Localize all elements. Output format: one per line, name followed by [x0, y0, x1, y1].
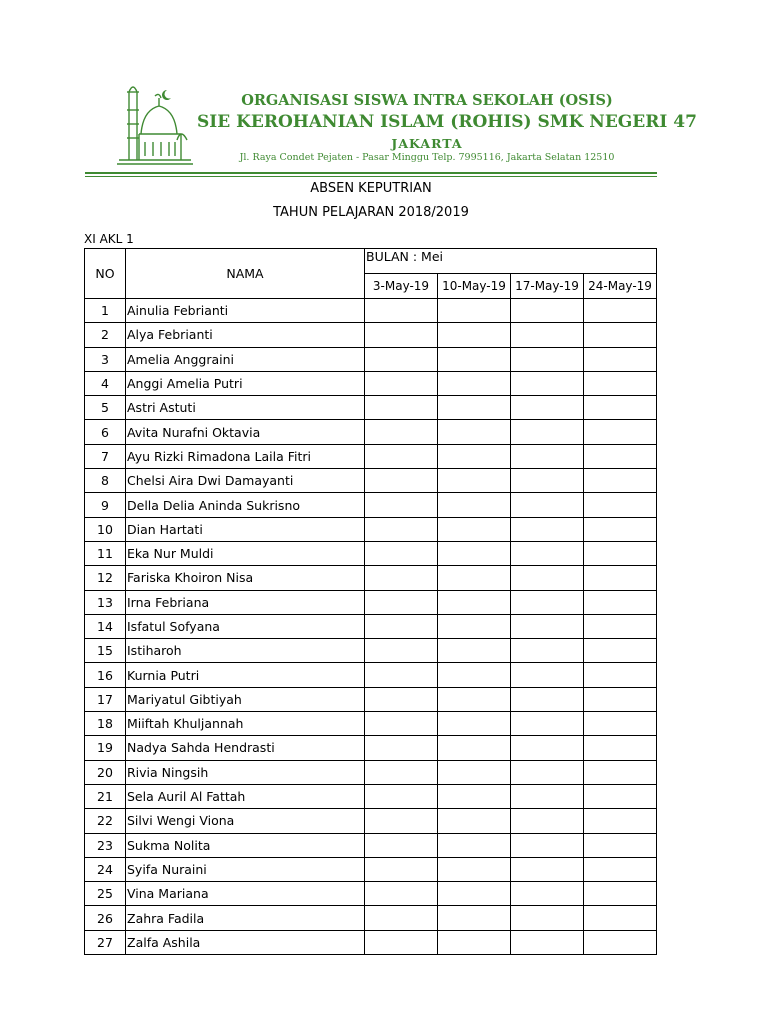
table-row [85, 882, 657, 906]
attendance-cell[interactable] [584, 930, 657, 954]
attendance-cell[interactable] [365, 712, 438, 736]
row-number: 17 [85, 687, 126, 711]
attendance-cell[interactable] [584, 444, 657, 468]
row-number: 4 [85, 371, 126, 395]
attendance-cell[interactable] [584, 323, 657, 347]
attendance-cell[interactable] [511, 566, 584, 590]
attendance-rows [85, 299, 657, 955]
attendance-cell[interactable] [511, 784, 584, 808]
table-row [85, 371, 657, 395]
student-name: Sela Auril Al Fattah [126, 784, 365, 808]
student-name: Astri Astuti [126, 396, 365, 420]
table-row [85, 517, 657, 541]
student-name: Zalfa Ashila [126, 930, 365, 954]
attendance-cell[interactable] [584, 882, 657, 906]
table-row [85, 809, 657, 833]
attendance-cell[interactable] [365, 639, 438, 663]
attendance-cell[interactable] [584, 299, 657, 323]
attendance-cell[interactable] [584, 857, 657, 881]
attendance-cell[interactable] [438, 906, 511, 930]
attendance-cell[interactable] [584, 639, 657, 663]
attendance-cell[interactable] [584, 809, 657, 833]
header-month: BULAN : Mei [365, 249, 657, 274]
attendance-cell[interactable] [584, 712, 657, 736]
attendance-cell[interactable] [511, 371, 584, 395]
letterhead-rule-thin [85, 176, 657, 177]
attendance-cell[interactable] [365, 299, 438, 323]
attendance-cell[interactable] [511, 590, 584, 614]
attendance-cell[interactable] [438, 420, 511, 444]
attendance-cell[interactable] [511, 857, 584, 881]
row-number: 6 [85, 420, 126, 444]
attendance-cell[interactable] [438, 833, 511, 857]
table-row [85, 493, 657, 517]
org-address: Jl. Raya Condet Pejaten - Pasar Minggu Telp. 7995116, Jakarta Selatan 12510 [239, 152, 615, 163]
attendance-cell[interactable] [584, 347, 657, 371]
attendance-cell[interactable] [365, 614, 438, 638]
document-title: ABSEN KEPUTRIAN [310, 181, 432, 196]
attendance-cell[interactable] [438, 396, 511, 420]
attendance-cell[interactable] [438, 809, 511, 833]
student-name: Fariska Khoiron Nisa [126, 566, 365, 590]
table-row [85, 833, 657, 857]
table-row [85, 614, 657, 638]
attendance-cell[interactable] [365, 809, 438, 833]
table-row [85, 857, 657, 881]
attendance-cell[interactable] [365, 444, 438, 468]
attendance-cell[interactable] [365, 396, 438, 420]
student-name: Sukma Nolita [126, 833, 365, 857]
attendance-cell[interactable] [365, 930, 438, 954]
attendance-cell[interactable] [511, 420, 584, 444]
row-number: 7 [85, 444, 126, 468]
student-name: Vina Mariana [126, 882, 365, 906]
student-name: Avita Nurafni Oktavia [126, 420, 365, 444]
student-name: Isfatul Sofyana [126, 614, 365, 638]
attendance-cell[interactable] [511, 517, 584, 541]
student-name: Miiftah Khuljannah [126, 712, 365, 736]
org-city: JAKARTA [391, 136, 463, 151]
attendance-cell[interactable] [365, 420, 438, 444]
attendance-cell[interactable] [511, 493, 584, 517]
table-row [85, 396, 657, 420]
attendance-cell[interactable] [365, 833, 438, 857]
attendance-cell[interactable] [438, 469, 511, 493]
row-number: 22 [85, 809, 126, 833]
letterhead [85, 78, 697, 180]
table-row [85, 541, 657, 565]
document-subtitle: TAHUN PELAJARAN 2018/2019 [273, 205, 469, 220]
row-number: 15 [85, 639, 126, 663]
student-name: Rivia Ningsih [126, 760, 365, 784]
attendance-cell[interactable] [511, 736, 584, 760]
attendance-cell[interactable] [438, 371, 511, 395]
row-number: 12 [85, 566, 126, 590]
table-row [85, 712, 657, 736]
mosque-logo [115, 80, 193, 172]
attendance-cell[interactable] [511, 299, 584, 323]
row-number: 11 [85, 541, 126, 565]
student-name: Alya Febrianti [126, 323, 365, 347]
student-name: Zahra Fadila [126, 906, 365, 930]
row-number: 27 [85, 930, 126, 954]
row-number: 19 [85, 736, 126, 760]
attendance-cell[interactable] [365, 784, 438, 808]
header-no: NO [85, 249, 126, 299]
attendance-cell[interactable] [438, 299, 511, 323]
table-row [85, 906, 657, 930]
attendance-cell[interactable] [438, 760, 511, 784]
attendance-cell[interactable] [365, 469, 438, 493]
student-name: Istiharoh [126, 639, 365, 663]
attendance-cell[interactable] [438, 614, 511, 638]
attendance-cell[interactable] [365, 736, 438, 760]
row-number: 10 [85, 517, 126, 541]
row-number: 5 [85, 396, 126, 420]
student-name: Silvi Wengi Viona [126, 809, 365, 833]
attendance-cell[interactable] [511, 469, 584, 493]
table-row [85, 736, 657, 760]
attendance-cell[interactable] [584, 420, 657, 444]
row-number: 16 [85, 663, 126, 687]
attendance-cell[interactable] [584, 590, 657, 614]
attendance-cell[interactable] [511, 639, 584, 663]
attendance-cell[interactable] [584, 833, 657, 857]
student-name: Syifa Nuraini [126, 857, 365, 881]
attendance-cell[interactable] [584, 517, 657, 541]
header-nama: NAMA [126, 249, 365, 299]
row-number: 21 [85, 784, 126, 808]
attendance-cell[interactable] [365, 566, 438, 590]
attendance-cell[interactable] [365, 517, 438, 541]
attendance-cell[interactable] [438, 736, 511, 760]
attendance-cell[interactable] [438, 857, 511, 881]
attendance-cell[interactable] [584, 493, 657, 517]
attendance-cell[interactable] [584, 566, 657, 590]
attendance-cell[interactable] [511, 396, 584, 420]
attendance-cell[interactable] [438, 517, 511, 541]
attendance-cell[interactable] [584, 687, 657, 711]
table-row [85, 663, 657, 687]
row-number: 18 [85, 712, 126, 736]
student-name: Dian Hartati [126, 517, 365, 541]
attendance-cell[interactable] [511, 687, 584, 711]
table-row [85, 347, 657, 371]
attendance-cell[interactable] [438, 590, 511, 614]
attendance-cell[interactable] [584, 760, 657, 784]
attendance-cell[interactable] [365, 760, 438, 784]
attendance-cell[interactable] [365, 906, 438, 930]
attendance-cell[interactable] [511, 541, 584, 565]
attendance-cell[interactable] [438, 566, 511, 590]
letterhead-rule-thick [85, 172, 657, 174]
attendance-cell[interactable] [511, 323, 584, 347]
attendance-cell[interactable] [584, 906, 657, 930]
attendance-cell[interactable] [584, 371, 657, 395]
table-row [85, 444, 657, 468]
table-row [85, 323, 657, 347]
attendance-cell[interactable] [438, 347, 511, 371]
table-row [85, 299, 657, 323]
attendance-cell[interactable] [365, 687, 438, 711]
attendance-cell[interactable] [584, 541, 657, 565]
org-name-line-1: ORGANISASI SISWA INTRA SEKOLAH (OSIS) [241, 92, 613, 109]
attendance-cell[interactable] [511, 833, 584, 857]
student-name: Della Delia Aninda Sukrisno [126, 493, 365, 517]
attendance-cell[interactable] [584, 396, 657, 420]
attendance-cell[interactable] [438, 323, 511, 347]
row-number: 2 [85, 323, 126, 347]
row-number: 3 [85, 347, 126, 371]
student-name: Ayu Rizki Rimadona Laila Fitri [126, 444, 365, 468]
row-number: 26 [85, 906, 126, 930]
student-name: Mariyatul Gibtiyah [126, 687, 365, 711]
attendance-cell[interactable] [438, 663, 511, 687]
attendance-cell[interactable] [438, 444, 511, 468]
org-name-line-2: SIE KEROHANIAN ISLAM (ROHIS) SMK NEGERI 47 [197, 112, 697, 132]
attendance-cell[interactable] [511, 347, 584, 371]
student-name: Kurnia Putri [126, 663, 365, 687]
row-number: 13 [85, 590, 126, 614]
table-row [85, 566, 657, 590]
attendance-cell[interactable] [584, 736, 657, 760]
attendance-cell[interactable] [511, 906, 584, 930]
table-row [85, 687, 657, 711]
row-number: 1 [85, 299, 126, 323]
header-date-4: 24-May-19 [584, 274, 657, 299]
attendance-cell[interactable] [365, 371, 438, 395]
table-row [85, 930, 657, 954]
attendance-cell[interactable] [511, 809, 584, 833]
attendance-cell[interactable] [511, 760, 584, 784]
attendance-cell[interactable] [511, 663, 584, 687]
attendance-cell[interactable] [365, 323, 438, 347]
attendance-cell[interactable] [438, 930, 511, 954]
table-row [85, 469, 657, 493]
row-number: 14 [85, 614, 126, 638]
attendance-cell[interactable] [365, 590, 438, 614]
class-label: XI AKL 1 [84, 232, 134, 246]
table-row [85, 784, 657, 808]
row-number: 23 [85, 833, 126, 857]
attendance-cell[interactable] [584, 784, 657, 808]
student-name: Ainulia Febrianti [126, 299, 365, 323]
table-row [85, 760, 657, 784]
student-name: Eka Nur Muldi [126, 541, 365, 565]
student-name: Chelsi Aira Dwi Damayanti [126, 469, 365, 493]
attendance-cell[interactable] [438, 784, 511, 808]
attendance-cell[interactable] [365, 541, 438, 565]
header-date-3: 17-May-19 [511, 274, 584, 299]
row-number: 25 [85, 882, 126, 906]
attendance-cell[interactable] [365, 663, 438, 687]
attendance-cell[interactable] [584, 469, 657, 493]
student-name: Anggi Amelia Putri [126, 371, 365, 395]
student-name: Nadya Sahda Hendrasti [126, 736, 365, 760]
attendance-cell[interactable] [365, 882, 438, 906]
table-row [85, 590, 657, 614]
attendance-cell[interactable] [511, 444, 584, 468]
table-row [85, 639, 657, 663]
header-date-1: 3-May-19 [365, 274, 438, 299]
row-number: 20 [85, 760, 126, 784]
header-date-2: 10-May-19 [438, 274, 511, 299]
row-number: 24 [85, 857, 126, 881]
row-number: 8 [85, 469, 126, 493]
student-name: Amelia Anggraini [126, 347, 365, 371]
attendance-cell[interactable] [511, 882, 584, 906]
table-row [85, 420, 657, 444]
attendance-cell[interactable] [511, 614, 584, 638]
attendance-cell[interactable] [511, 930, 584, 954]
row-number: 9 [85, 493, 126, 517]
attendance-cell[interactable] [511, 712, 584, 736]
attendance-cell[interactable] [438, 712, 511, 736]
attendance-cell[interactable] [438, 541, 511, 565]
attendance-cell[interactable] [365, 493, 438, 517]
attendance-cell[interactable] [584, 663, 657, 687]
attendance-cell[interactable] [365, 857, 438, 881]
student-name: Irna Febriana [126, 590, 365, 614]
attendance-cell[interactable] [438, 882, 511, 906]
attendance-cell[interactable] [365, 347, 438, 371]
attendance-cell[interactable] [438, 639, 511, 663]
attendance-cell[interactable] [438, 493, 511, 517]
attendance-cell[interactable] [438, 687, 511, 711]
attendance-cell[interactable] [584, 614, 657, 638]
attendance-table [84, 248, 657, 955]
